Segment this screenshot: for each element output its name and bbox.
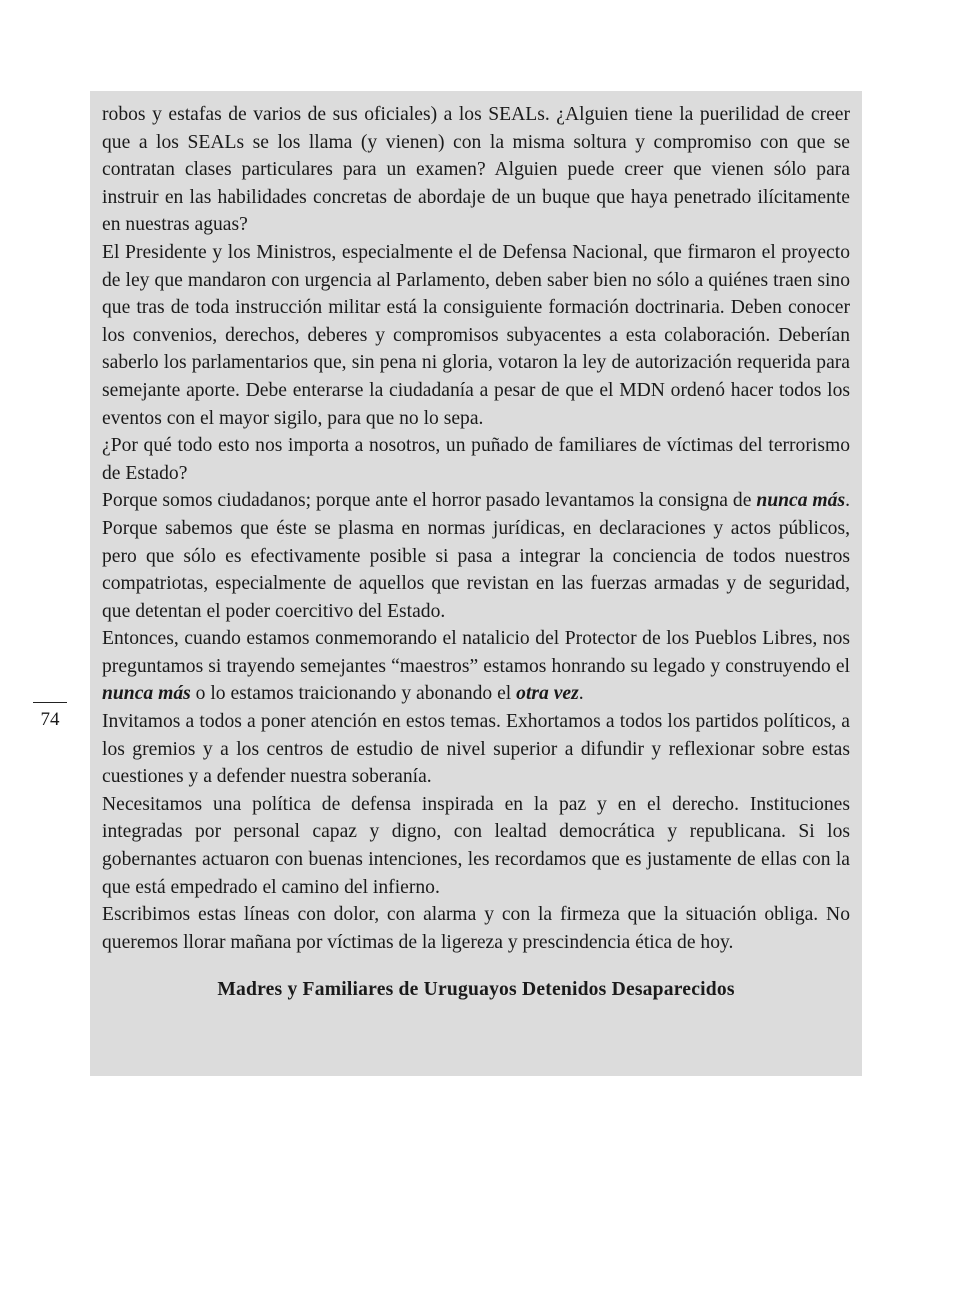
paragraph [102, 101, 850, 239]
article-box [90, 91, 862, 1076]
page-number-rule [33, 702, 67, 703]
paragraph [102, 487, 850, 625]
paragraph-text: Invitamos a todos a poner atención en estos temas. Exhortamos a todos los partidos políticos, a los gremios y a los centros de estudio de nivel superior a difundir y reflexionar sobre estas cuestiones y a defender nuestra soberanía. [102, 711, 850, 788]
paragraph-text: Porque somos ciudadanos; porque ante el horror pasado levantamos la consigna de [102, 490, 757, 512]
paragraph [102, 901, 850, 956]
paragraph [102, 708, 850, 791]
paragraph-text: . Porque sabemos que éste se plasma en normas jurídicas, en declaraciones y actos públicos, pero que sólo es efectivamente posible si pasa a integrar la conciencia de todos nuestros compatriotas, especialmente de aquellos que revistan en las fuerzas armadas y de seguridad, que detentan el poder coercitivo del Estado. [102, 490, 850, 622]
article-body [102, 101, 850, 956]
paragraph [102, 432, 850, 487]
paragraph-text: Entonces, cuando estamos conmemorando el natalicio del Protector de los Pueblos Libres, nos preguntamos si trayendo semejantes “maestros” estamos honrando su legado y construyendo el [102, 628, 850, 677]
paragraph [102, 791, 850, 901]
paragraph-text: o lo estamos traicionando y abonando el [190, 683, 517, 705]
paragraph-text: robos y estafas de varios de sus oficiales) a los SEALs. ¿Alguien tiene la puerilidad de creer que a los SEALs se los llama (y vienen) con la misma soltura y compromiso con que se contratan clases particulares para un examen? Alguien puede creer que vienen sólo para instruir en las habilidades concretas de abordaje de un buque que haya penetrado ilícitamente en nuestras aguas? [102, 104, 850, 236]
paragraph-text: Escribimos estas líneas con dolor, con alarma y con la firmeza que la situación obliga. No queremos llorar mañana por víctimas de la ligereza y prescindencia ética de hoy. [102, 904, 850, 953]
signature: Madres y Familiares de Uruguayos Detenidos Desaparecidos [217, 979, 735, 1001]
paragraph-text: Necesitamos una política de defensa inspirada en la paz y en el derecho. Instituciones integradas por personal capaz y digno, con lealtad democrática y republicana. Si los gobernantes actuaron con buenas intenciones, les recordamos que es justamente de ellas con la que está empedrado el camino del infierno. [102, 793, 850, 898]
page-number: 74 [40, 709, 60, 730]
paragraph [102, 625, 850, 708]
paragraph-text: El Presidente y los Ministros, especialmente el de Defensa Nacional, que firmaron el proyecto de ley que mandaron con urgencia al Parlamento, deben saber bien no sólo a quiénes traen sino que tras de toda instrucción militar está la consiguiente formación doctrinaria. Deben conocer los convenios, derechos, deberes y compromisos subyacentes a esta colaboración. Deberían saberlo los parlamentarios que, sin pena ni gloria, votaron la ley de autorización requerida para semejante aporte. Debe enterarse la ciudadanía a pesar de que el MDN ordenó hacer todos los eventos con el mayor sigilo, para que no lo sepa. [102, 241, 850, 429]
paragraph-text: ¿Por qué todo esto nos importa a nosotros, un puñado de familiares de víctimas del terrorismo de Estado? [102, 435, 850, 484]
emphasis-text: nunca más [756, 490, 846, 512]
emphasis-text: otra vez [516, 683, 579, 705]
paragraph-text: . [578, 683, 584, 705]
paragraph [102, 239, 850, 432]
emphasis-text: nunca más [102, 683, 191, 705]
